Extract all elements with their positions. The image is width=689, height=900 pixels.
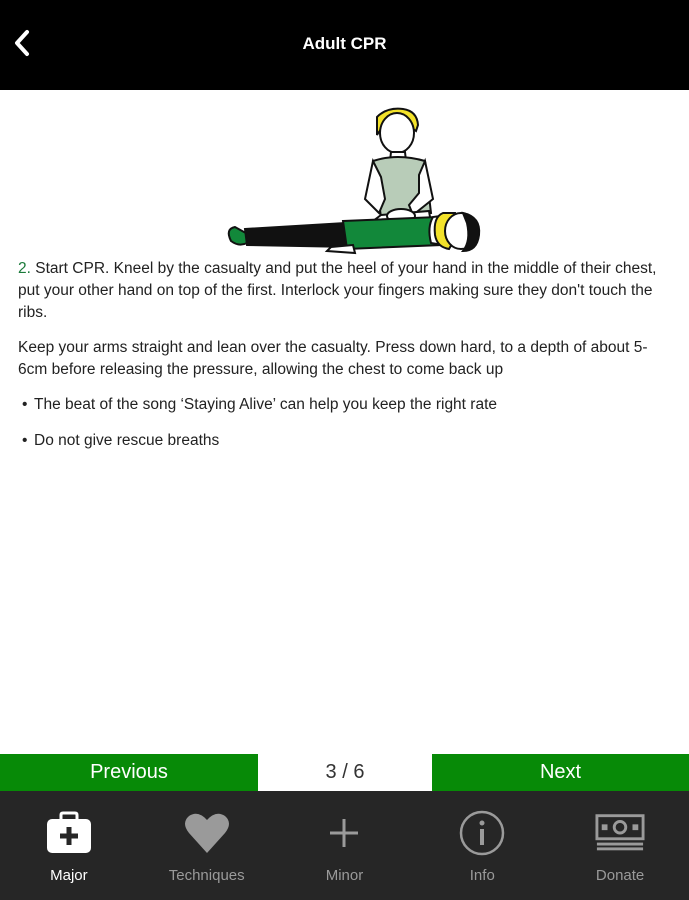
app-header: [0, 0, 689, 90]
page-title: Adult CPR: [302, 34, 387, 53]
tab-donate[interactable]: [551, 791, 689, 900]
heart-icon: [182, 809, 232, 857]
previous-button[interactable]: Previous: [0, 754, 258, 791]
bullet-text: The beat of the song ‘Staying Alive’ can help you keep the right rate: [34, 396, 498, 413]
first-aid-kit-icon: [44, 809, 94, 857]
bottom-tab-bar: [0, 791, 689, 900]
tab-label: Major: [50, 867, 88, 884]
instruction-paragraph: Keep your arms straight and lean over the casualty. Press down hard, to a depth of about 5-6cm before releasing the pressure, allowing the chest to come back up: [18, 339, 648, 378]
tab-techniques[interactable]: [138, 791, 276, 900]
tab-minor[interactable]: [276, 791, 414, 900]
tab-label: Donate: [595, 867, 645, 884]
next-button[interactable]: Next: [432, 754, 689, 791]
plus-icon: [319, 809, 369, 857]
step-text: Start CPR. Kneel by the casualty and put the heel of your hand in the middle of their chest, put your other hand on top of the first. Interlock your fingers making sure they don't touch the ribs.: [18, 260, 657, 321]
bullet-text: Do not give rescue breaths: [34, 432, 220, 449]
tab-major[interactable]: [0, 791, 138, 900]
tab-label: Minor: [325, 867, 364, 884]
step-paragraph: [18, 258, 673, 324]
bullet-item: • Do not give rescue breaths: [22, 432, 220, 449]
instruction-content: [18, 258, 673, 466]
step-number: 2.: [18, 260, 31, 277]
tab-label: Info: [469, 867, 495, 884]
cpr-illustration: [205, 95, 495, 257]
bullet-item: • The beat of the song ‘Staying Alive’ can help you keep the right rate: [22, 396, 498, 413]
tab-info[interactable]: [413, 791, 551, 900]
step-pager: [0, 754, 689, 791]
tab-label: Techniques: [168, 867, 245, 884]
banknote-icon: [595, 809, 645, 857]
info-icon: [457, 809, 507, 857]
page-indicator: 3 / 6: [258, 754, 432, 791]
